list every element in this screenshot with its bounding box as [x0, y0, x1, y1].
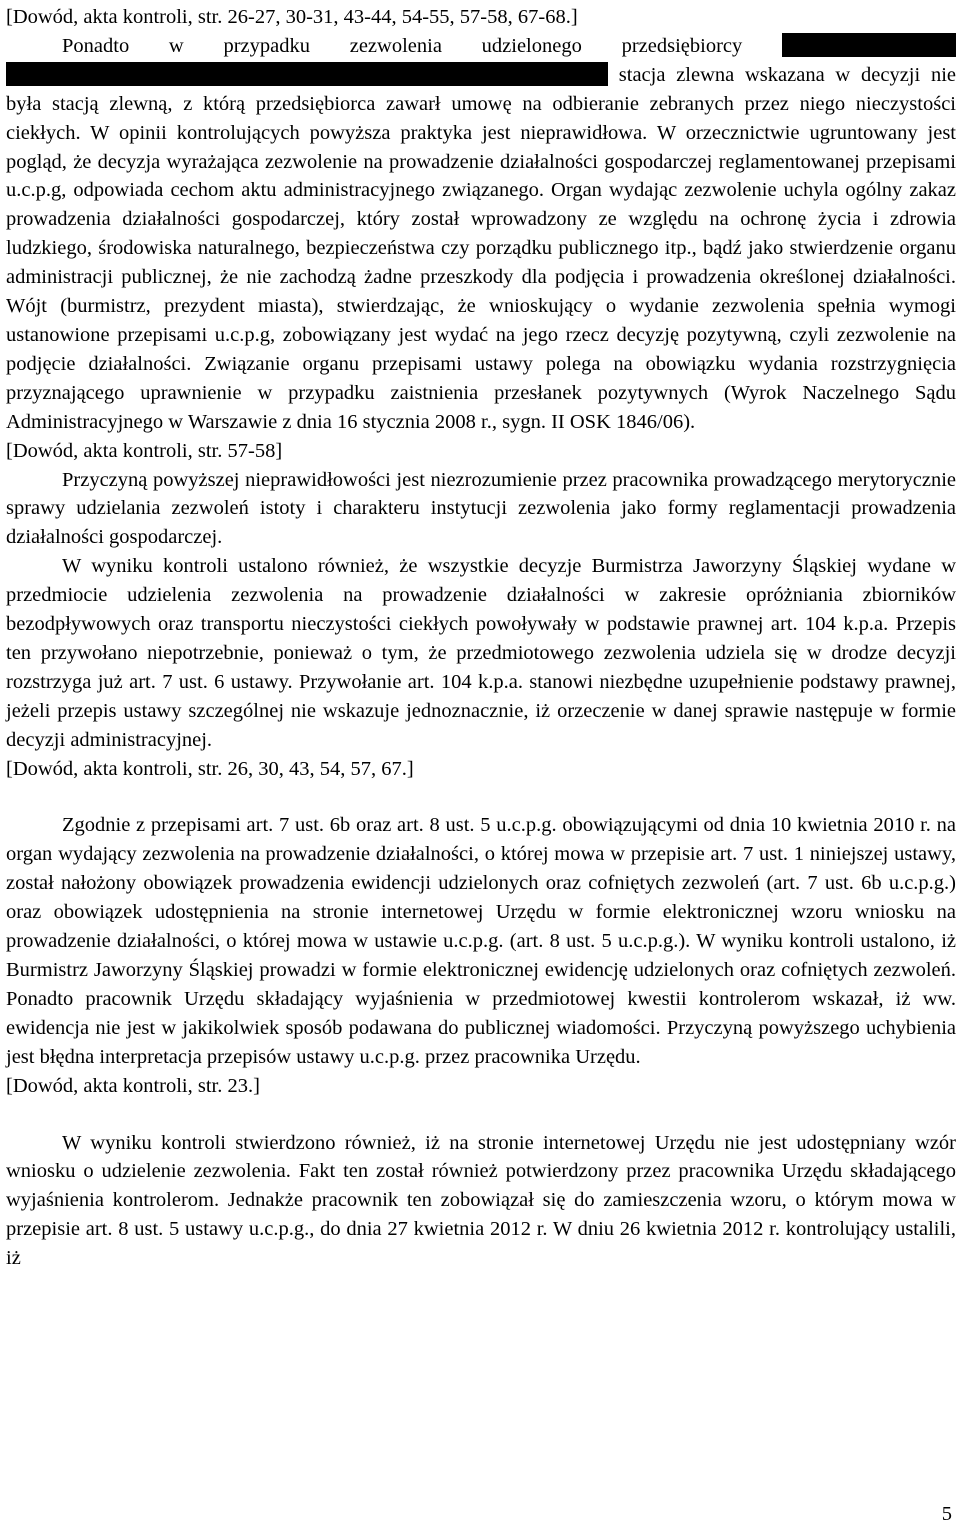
spacer: [6, 1101, 956, 1129]
evidence-reference: [Dowód, akta kontroli, str. 57-58]: [6, 439, 283, 462]
document-body: [6, 3, 956, 1273]
paragraph-text: stacja zlewna wskazana w decyzji nie była stacją zlewną, z którą przedsiębiorca zawarł umowę na odbieranie zebranych przez niego nieczystości ciekłych. W opinii kontrolujących powyższa praktyka jest nieprawidłowa. W orzecznictwie ugruntowany jest pogląd, że decyzja wyrażająca zezwolenie na prowadzenie działalności gospodarczej reglamentowanej przepisami u.c.p.g, odpowiada cechom aktu administracyjnego związanego. Organ wydając zezwolenie uchyla ogólny zakaz prowadzenia działalności gospodarczej, który został wprowadzony ze względu na ochronę życia i zdrowia ludzkiego, środowiska naturalnego, bezpieczeństwa czy porządku publicznego itp., bądź jako stwierdzenie organu administracji publicznej, że nie zachodzą żadne przeszkody dla podjęcia i prowadzenia określonej działalności. Wójt (burmistrz, prezydent miasta), stwierdzając, że wnioskujący o wydanie zezwolenia spełnia wymogi ustanowione przepisami u.c.p.g, zobowiązany jest wydać na jego rzecz decyzję pozytywną, czyli zezwolenie na podjęcie działalności. Związanie organu przepisami ustawy polega na obowiązku wydania rozstrzygnięcia przyznającego uprawnienie w przypadku zaistnienia przesłanek pozytywnych (Wyrok Naczelnego Sądu Administracyjnego w Warszawie z dnia 16 stycznia 2008 r., sygn. II OSK 1846/06).: [6, 63, 956, 433]
paragraph: W wyniku kontroli ustalono również, że wszystkie decyzje Burmistrza Jaworzyny Śląskiej wydane w przedmiocie udzielenia zezwolenia na prowadzenie działalności w zakresie opróżniania zbiorników bezodpływowych oraz transportu nieczystości ciekłych powoływały w podstawie prawnej art. 104 k.p.a. Przepis ten przywołano niepotrzebnie, ponieważ o tym, że przedmiotowego zezwolenia udziela się w drodze decyzji rozstrzyga już art. 7 ust. 6 ustawy. Przywołanie art. 104 k.p.a. stanowi niezbędne uzupełnienie podstawy prawnej, jeżeli przepis ustawy szczególnej nie wskazuje jednoznacznie, iż orzeczenie w danej sprawie następuje w formie decyzji administracyjnej.: [6, 555, 956, 751]
evidence-reference: [Dowód, akta kontroli, str. 26-27, 30-31, 43-44, 54-55, 57-58, 67-68.]: [6, 6, 578, 28]
paragraph: Zgodnie z przepisami art. 7 ust. 6b oraz art. 8 ust. 5 u.c.p.g. obowiązującymi od dnia 10 kwietnia 2010 r. na organ wydający zezwolenia na prowadzenie działalności, o której mowa w przepisie art. 7 ust. 1 niniejszej ustawy, został nałożony obowiązek prowadzenia ewidencji udzielonych oraz cofniętych zezwoleń (art. 7 ust. 6b u.c.p.g.) oraz obowiązek udostępnienia na stronie internetowej Urzędu w formie elektronicznej wzoru wniosku na prowadzenie działalności, o której mowa w ustawie u.c.p.g. (art. 8 ust. 5 u.c.p.g.). W wyniku kontroli ustalono, iż Burmistrz Jaworzyny Śląskiej prowadzi w formie elektronicznej ewidencję udzielonych oraz cofniętych zezwoleń. Ponadto pracownik Urzędu składający wyjaśnienia w przedmiotowej kwestii kontrolerom wskazał, iż ww. ewidencja nie jest w jakikolwiek sposób podawana do publicznej wiadomości. Przyczyną powyższego uchybienia jest błędna interpretacja przepisów ustawy u.c.p.g. przez pracownika Urzędu.: [6, 814, 956, 1068]
redaction-block: [6, 62, 608, 86]
paragraph-intro: Ponadto w przypadku zezwolenia udzielonego przedsiębiorcy: [62, 34, 743, 57]
spacer: [6, 783, 956, 811]
paragraph: W wyniku kontroli stwierdzono również, iż na stronie internetowej Urzędu nie jest udostępniany wzór wniosku o udzielenie zezwolenia. Fakt ten został również potwierdzony przez pracownika Urzędu składającego wyjaśnienia kontrolerom. Jednakże pracownik ten zobowiązał się do zamieszczenia wzoru, o którym mowa w przepisie art. 8 ust. 5 ustawy u.c.p.g., do dnia 27 kwietnia 2012 r. W dniu 26 kwietnia 2012 r. kontrolujący ustalili, iż: [6, 1131, 956, 1270]
paragraph: Przyczyną powyższej nieprawidłowości jest niezrozumienie przez pracownika prowadzącego merytorycznie sprawy udzielania zezwoleń istoty i charakteru instytucji zezwolenia jako formy reglamentacji prowadzenia działalności gospodarczej.: [6, 468, 956, 549]
paragraph: [6, 32, 956, 437]
evidence-reference: [Dowód, akta kontroli, str. 23.]: [6, 1074, 260, 1097]
redaction-block: [782, 33, 956, 57]
page-number: 5: [941, 1503, 952, 1525]
evidence-reference: [Dowód, akta kontroli, str. 26, 30, 43, 54, 57, 67.]: [6, 757, 414, 780]
